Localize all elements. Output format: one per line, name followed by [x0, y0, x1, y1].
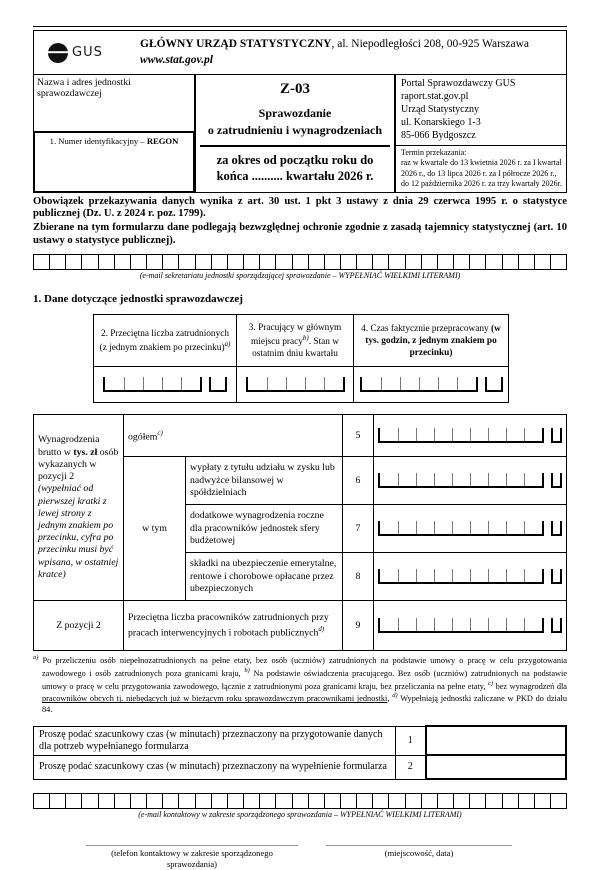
comb-cell[interactable] — [506, 521, 524, 534]
unit-name-label: Nazwa i adres jednostki sprawozdawczej — [37, 77, 131, 99]
row5-number: 5 — [343, 415, 374, 457]
comb-cell[interactable] — [452, 473, 470, 486]
comb-cell[interactable] — [470, 473, 488, 486]
comb-cell[interactable] — [534, 794, 550, 808]
email-contact-caption: (e-mail kontaktowy w zakresie sporządzonego sprawozdania – WYPEŁNIAĆ WIELKIMI LITERAMI) — [138, 810, 462, 819]
comb-cell[interactable] — [98, 794, 114, 808]
legal-notice — [33, 196, 567, 249]
row9-label-cell — [124, 601, 343, 651]
comb-cell[interactable] — [340, 794, 356, 808]
col3-header-text2: . Stan w ostatnim dniu kwartału — [252, 336, 339, 359]
row5-comb-field[interactable] — [378, 428, 544, 443]
regon-label-bold: REGON — [146, 135, 179, 146]
place-date-caption: (miejscowość, data) — [384, 848, 454, 858]
comb-cell[interactable] — [248, 377, 267, 390]
col4-comb-field[interactable] — [360, 377, 478, 392]
gus-header-row — [34, 31, 566, 75]
comb-cell[interactable] — [518, 794, 534, 808]
comb-cell[interactable] — [453, 794, 469, 808]
form-code: Z-03 — [280, 81, 310, 97]
comb-cell[interactable] — [305, 377, 324, 390]
row9-input-cell — [374, 601, 567, 651]
comb-cell[interactable] — [421, 794, 437, 808]
row8-input-cell — [374, 553, 567, 601]
comb-cell[interactable] — [98, 255, 114, 269]
col2-comb-field[interactable] — [103, 377, 202, 392]
col4-header — [354, 315, 509, 367]
comb-cell[interactable] — [434, 618, 452, 631]
comb-cell[interactable] — [181, 377, 200, 390]
phone-signature-caption: (telefon kontaktowy w zakresie sporządzonego sprawozdania) — [111, 848, 273, 870]
comb-cell[interactable] — [227, 794, 243, 808]
col4-decimal-box[interactable] — [485, 377, 503, 392]
comb-cell[interactable] — [146, 794, 162, 808]
comb-cell[interactable] — [380, 618, 398, 631]
row8-decimal-box[interactable] — [551, 569, 562, 584]
gus-org-name: GŁÓWNY URZĄD STATYSTYCZNY — [140, 37, 332, 50]
comb-cell[interactable] — [488, 521, 506, 534]
comb-cell[interactable] — [49, 794, 65, 808]
comb-cell[interactable] — [243, 255, 259, 269]
comb-cell[interactable] — [524, 428, 542, 441]
row8-number: 8 — [343, 553, 374, 601]
outer-top-rule — [33, 26, 567, 27]
col3-footnote-ref: b) — [302, 333, 309, 342]
deadline-label: Termin przekazania: — [401, 148, 467, 157]
row9-number: 9 — [343, 601, 374, 651]
comb-cell[interactable] — [362, 377, 381, 390]
footnotes — [33, 654, 567, 716]
time-answer-1-box[interactable] — [426, 726, 567, 755]
comb-cell[interactable] — [534, 255, 550, 269]
comb-cell[interactable] — [162, 794, 178, 808]
comb-cell[interactable] — [398, 521, 416, 534]
comb-cell[interactable] — [105, 377, 124, 390]
form-title-line2: o zatrudnieniu i wynagrodzeniach — [207, 123, 383, 137]
col4-header-bold: (w tys. godzin, z jednym znakiem po przecinku) — [365, 323, 501, 358]
wages-note-c: osób wykazanych w pozycji 2 — [38, 446, 119, 483]
comb-cell[interactable] — [524, 618, 542, 631]
footnote-a-text: Po przeliczeniu osób niepełnozatrudnionych na pełne etaty, bez osób (uczniów) zatrudnionych na podstawie umowy o pracę w celu przygotowania zawodowego i osób zatrudnionych poza granicami kraju, — [38, 656, 567, 678]
comb-cell[interactable] — [292, 794, 308, 808]
row5-decimal-box[interactable] — [551, 428, 562, 443]
col2-decimal-box[interactable] — [209, 377, 227, 392]
comb-cell[interactable] — [506, 618, 524, 631]
col2-header-text: 2. Przeciętna liczba zatrudnionych (z jednym znakiem po przecinku) — [99, 328, 230, 353]
comb-cell[interactable] — [130, 794, 146, 808]
comb-cell[interactable] — [356, 255, 372, 269]
comb-cell[interactable] — [372, 794, 388, 808]
comb-cell[interactable] — [243, 794, 259, 808]
comb-cell[interactable] — [146, 255, 162, 269]
comb-cell[interactable] — [488, 618, 506, 631]
comb-cell[interactable] — [124, 377, 143, 390]
comb-cell[interactable] — [340, 255, 356, 269]
comb-cell[interactable] — [524, 569, 542, 582]
col3-comb-field[interactable] — [246, 377, 345, 392]
comb-cell[interactable] — [469, 255, 485, 269]
footnote-c-text: bez wynagrodzeń dla — [493, 681, 567, 691]
comb-cell[interactable] — [469, 794, 485, 808]
comb-cell[interactable] — [437, 255, 453, 269]
portal-address — [396, 75, 566, 146]
time-question-2-number: 2 — [396, 755, 426, 779]
comb-cell[interactable] — [434, 521, 452, 534]
gus-org-address: , al. Niepodległości 208, 00-925 Warszawa — [331, 37, 529, 50]
row6-input-cell — [374, 457, 567, 505]
comb-cell[interactable] — [524, 521, 542, 534]
comb-cell[interactable] — [178, 794, 194, 808]
time-question-1: Proszę podać szacunkowy czas (w minutach) przeznaczony na przygotowanie danych dla potrzeb wypełnianego formularza — [34, 726, 396, 755]
time-estimate-table — [33, 725, 567, 780]
portal-line-1: Portal Sprawozdawczy GUS — [401, 78, 516, 89]
footnote-c-after: , — [387, 694, 393, 704]
footnote-d-marker: d) — [392, 692, 398, 700]
gus-logo — [40, 43, 126, 63]
form-info-row — [34, 75, 566, 192]
comb-cell[interactable] — [434, 473, 452, 486]
place-date-line[interactable] — [326, 845, 512, 846]
col4-header-text: 4. Czas faktycznie przepracowany — [361, 323, 492, 334]
employment-summary-table — [93, 314, 509, 403]
form-title-column — [194, 75, 396, 192]
col3-input-cell — [237, 367, 354, 403]
wages-note-bold: tys. zł — [73, 446, 98, 458]
row5-input-cell — [374, 415, 567, 457]
comb-cell[interactable] — [81, 794, 97, 808]
row7-input-cell — [374, 505, 567, 553]
row9-decimal-box[interactable] — [551, 618, 562, 633]
comb-cell[interactable] — [286, 377, 305, 390]
comb-cell[interactable] — [195, 255, 211, 269]
comb-cell[interactable] — [421, 255, 437, 269]
row7-comb-field[interactable] — [378, 521, 544, 536]
comb-cell[interactable] — [211, 255, 227, 269]
comb-cell[interactable] — [400, 377, 419, 390]
comb-cell[interactable] — [470, 428, 488, 441]
row5-label: ogółem — [128, 430, 158, 442]
comb-cell[interactable] — [470, 521, 488, 534]
comb-cell[interactable] — [34, 794, 49, 808]
col2-input-cell — [94, 367, 237, 403]
comb-cell[interactable] — [398, 618, 416, 631]
phone-signature-line[interactable] — [86, 845, 298, 846]
row7-decimal-box[interactable] — [551, 521, 562, 536]
comb-cell[interactable] — [452, 428, 470, 441]
wages-note-italic: (wypełniać od pierwszej kratki z lewej strony z jednym znakiem po przecinku, cyfra po przecinku musi być wpisana, w ostatniej kratce) — [38, 483, 119, 580]
comb-cell[interactable] — [324, 794, 340, 808]
comb-cell[interactable] — [380, 569, 398, 582]
comb-cell[interactable] — [381, 377, 400, 390]
wages-table — [33, 414, 567, 651]
comb-cell[interactable] — [380, 521, 398, 534]
time-answer-2-box[interactable] — [426, 755, 567, 779]
row9-label: Przeciętna liczba pracowników zatrudnionych przy pracach interwencyjnych i robotach publicznych — [128, 612, 329, 638]
comb-cell[interactable] — [452, 569, 470, 582]
comb-cell[interactable] — [380, 428, 398, 441]
regon-input-box[interactable] — [33, 131, 195, 193]
comb-cell[interactable] — [267, 377, 286, 390]
comb-cell[interactable] — [372, 255, 388, 269]
col4-input-cell — [354, 367, 509, 403]
comb-cell[interactable] — [550, 794, 566, 808]
wages-note-cell — [34, 415, 124, 601]
comb-cell[interactable] — [388, 255, 404, 269]
comb-cell[interactable] — [506, 569, 524, 582]
time-question-2: Proszę podać szacunkowy czas (w minutach) przeznaczony na wypełnienie formularza — [34, 755, 396, 779]
comb-cell[interactable] — [470, 618, 488, 631]
comb-cell[interactable] — [275, 255, 291, 269]
comb-cell[interactable] — [416, 618, 434, 631]
comb-cell[interactable] — [324, 255, 340, 269]
portal-line-3: Urząd Statystyczny — [401, 104, 480, 115]
email-secretariat-caption: (e-mail sekretariatu jednostki sporządzającej sprawozdanie – WYPEŁNIAĆ WIELKIMI LITERAMI) — [139, 271, 461, 281]
comb-cell[interactable] — [438, 377, 457, 390]
row7-number: 7 — [343, 505, 374, 553]
comb-cell[interactable] — [195, 794, 211, 808]
comb-cell[interactable] — [502, 255, 518, 269]
section-1-title: 1. Dane dotyczące jednostki sprawozdawczej — [33, 293, 243, 306]
deadline-info — [396, 146, 566, 192]
comb-cell[interactable] — [398, 428, 416, 441]
footnote-b-marker: b) — [244, 666, 250, 674]
row9-footnote-ref: d) — [318, 624, 325, 633]
comb-cell[interactable] — [227, 255, 243, 269]
row6-label-cell: wypłaty z tytułu udziału w zysku lub nadwyżce bilansowej w spółdzielniach — [186, 457, 343, 505]
comb-cell[interactable] — [65, 255, 81, 269]
comb-cell[interactable] — [398, 569, 416, 582]
comb-cell[interactable] — [114, 794, 130, 808]
comb-cell[interactable] — [506, 428, 524, 441]
comb-cell[interactable] — [434, 569, 452, 582]
comb-cell[interactable] — [130, 255, 146, 269]
col2-footnote-ref: a) — [224, 339, 231, 348]
comb-cell[interactable] — [416, 569, 434, 582]
comb-cell[interactable] — [211, 794, 227, 808]
comb-cell[interactable] — [416, 473, 434, 486]
row5-label-cell — [124, 415, 343, 457]
comb-cell[interactable] — [506, 473, 524, 486]
comb-cell[interactable] — [49, 255, 65, 269]
row6-comb-field[interactable] — [378, 473, 544, 488]
comb-cell[interactable] — [416, 521, 434, 534]
row6-decimal-box[interactable] — [551, 473, 562, 488]
comb-cell[interactable] — [434, 428, 452, 441]
row8-label-cell: składki na ubezpieczenie emerytalne, rentowe i chorobowe opłacane przez ubezpieczonych — [186, 553, 343, 601]
row6-number: 6 — [343, 457, 374, 505]
form-title-line1: Sprawozdanie — [258, 106, 332, 120]
col2-header — [94, 315, 237, 367]
comb-cell[interactable] — [324, 377, 343, 390]
row7-label-cell: dodatkowe wynagrodzenia roczne dla pracowników jednostek sfery budżetowej — [186, 505, 343, 553]
regon-label: 1. Numer identyfikacyjny – — [49, 135, 147, 146]
gus-address — [126, 37, 529, 68]
reporting-unit-column — [34, 75, 194, 192]
gus-website: www.stat.gov.pl — [140, 53, 213, 66]
portal-line-5: 85-066 Bydgoszcz — [401, 130, 476, 141]
col3-header — [237, 315, 354, 367]
deadline-text: raz w kwartale do 13 kwietnia 2026 r. za I kwartał 2026 r., do 13 lipca 2026 r. za I półrocze 2026 r., do 12 października 2026 r. za trzy kwartały 2026r. — [401, 158, 562, 189]
comb-cell[interactable] — [405, 255, 421, 269]
comb-cell[interactable] — [550, 255, 566, 269]
comb-cell[interactable] — [453, 255, 469, 269]
comb-cell[interactable] — [398, 473, 416, 486]
footnote-a-marker: a) — [33, 654, 39, 662]
comb-cell[interactable] — [114, 255, 130, 269]
comb-cell[interactable] — [485, 794, 501, 808]
comb-cell[interactable] — [380, 473, 398, 486]
comb-cell[interactable] — [437, 794, 453, 808]
comb-cell[interactable] — [485, 255, 501, 269]
comb-cell[interactable] — [488, 428, 506, 441]
time-question-1-number: 1 — [396, 726, 426, 755]
comb-cell[interactable] — [452, 618, 470, 631]
portal-column — [396, 75, 566, 192]
comb-cell[interactable] — [356, 794, 372, 808]
comb-cell[interactable] — [275, 794, 291, 808]
comb-cell[interactable] — [388, 794, 404, 808]
comb-cell[interactable] — [259, 255, 275, 269]
z-pozycji-cell: Z pozycji 2 — [34, 601, 124, 651]
header-box — [33, 30, 567, 193]
comb-cell[interactable] — [524, 473, 542, 486]
form-period: za okres od początku roku do końca .......... kwartału 2026 r. — [200, 145, 390, 184]
portal-line-4: ul. Konarskiego 1-3 — [401, 117, 481, 128]
wages-note-a: Wynagrodzenia brutto w — [38, 434, 100, 458]
col3-header-text: 3. Pracujący w głównym miejscu pracy — [248, 322, 342, 347]
comb-cell[interactable] — [162, 377, 181, 390]
comb-cell[interactable] — [81, 255, 97, 269]
comb-cell[interactable] — [488, 473, 506, 486]
comb-cell[interactable] — [488, 569, 506, 582]
footnote-c-underlined: pracowników obcych tj. niebędących już w bieżącym roku sprawozdawczym pracownikami jednostki — [42, 694, 388, 704]
gus-logo-text: GUS — [72, 45, 103, 60]
comb-cell[interactable] — [452, 521, 470, 534]
email-secretariat-comb-field[interactable] — [33, 254, 567, 270]
comb-cell[interactable] — [416, 428, 434, 441]
comb-cell[interactable] — [162, 255, 178, 269]
w-tym-cell: w tym — [124, 457, 186, 601]
email-contact-comb-field[interactable] — [33, 793, 567, 809]
row9-comb-field[interactable] — [378, 618, 544, 633]
row5-footnote-ref: c) — [157, 428, 163, 437]
legal-paragraph-1: Obowiązek przekazywania danych wynika z art. 30 ust. 1 pkt 3 ustawy z dnia 29 czerwca 1995 r. o statystyce publicznej (Dz. U. z 2024 r. poz. 1799). — [33, 195, 567, 220]
comb-cell[interactable] — [308, 255, 324, 269]
comb-cell[interactable] — [419, 377, 438, 390]
legal-paragraph-2: Zbierane na tym formularzu dane podlegają bezwzględnej ochronie zgodnie z zasadą tajemnicy statystycznej (art. 10 ustawy o statystyce publicznej). — [33, 222, 567, 247]
comb-cell[interactable] — [470, 569, 488, 582]
comb-cell[interactable] — [178, 255, 194, 269]
comb-cell[interactable] — [405, 794, 421, 808]
comb-cell[interactable] — [502, 794, 518, 808]
comb-cell[interactable] — [259, 794, 275, 808]
comb-cell[interactable] — [518, 255, 534, 269]
portal-line-2: raport.stat.gov.pl — [401, 91, 469, 102]
footnote-d-text: Wypełniają jednostki zaliczane w PKD do działu 84. — [42, 694, 567, 715]
footnote-b-text: Na podstawie oświadczenia pracującego. Bez osób (uczniów) zatrudnionych na podstawie umowy o pracę w celu przygotowania zawodowego, łącznie z zatrudnionymi poza granicami kraju, bez przeliczania na pełne etaty, — [42, 668, 568, 691]
comb-cell[interactable] — [34, 255, 49, 269]
comb-cell[interactable] — [457, 377, 476, 390]
comb-cell[interactable] — [308, 794, 324, 808]
row8-comb-field[interactable] — [378, 569, 544, 584]
comb-cell[interactable] — [292, 255, 308, 269]
comb-cell[interactable] — [65, 794, 81, 808]
gus-logo-icon — [48, 43, 68, 63]
comb-cell[interactable] — [143, 377, 162, 390]
footnote-c-marker: c) — [488, 679, 494, 687]
